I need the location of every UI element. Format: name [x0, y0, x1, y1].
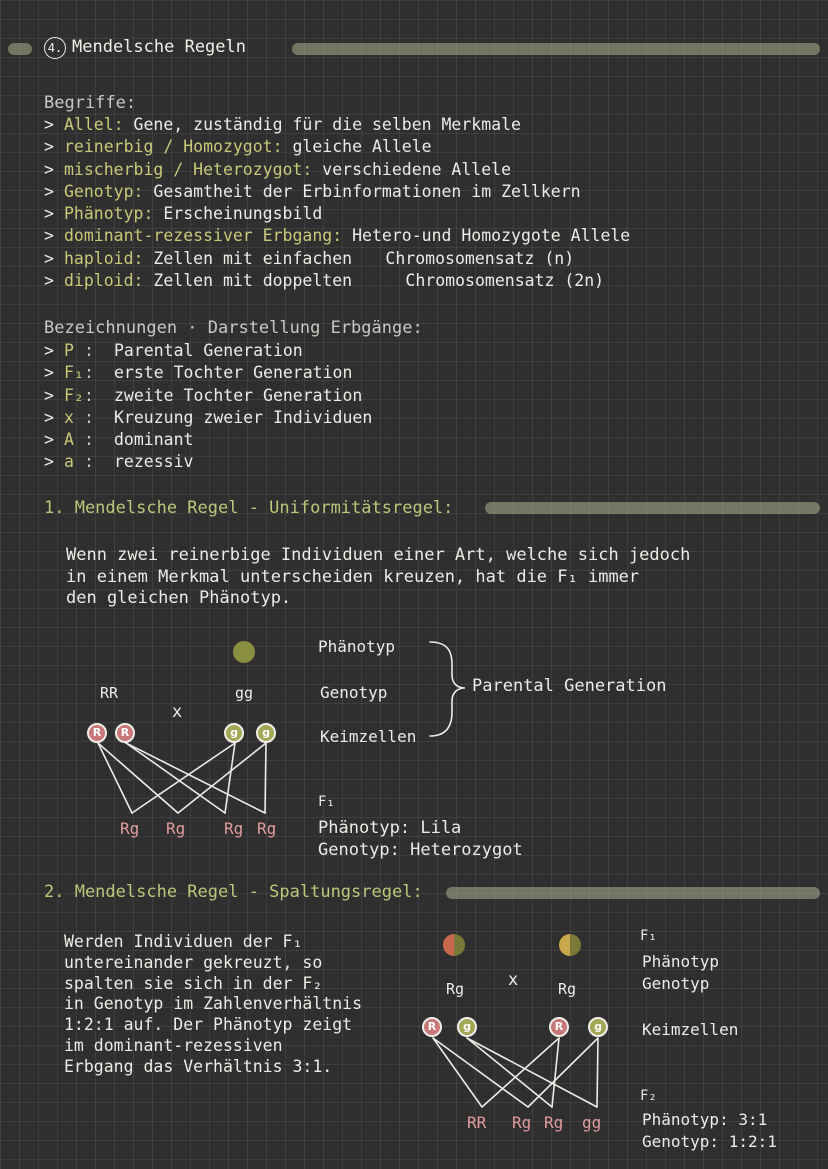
parent-left-genotype: RR [100, 684, 119, 702]
cross-symbol: x [508, 970, 519, 990]
f1-phenotype: Phänotyp: Lila [318, 818, 462, 838]
gamete-g: g [256, 723, 276, 743]
label-gametes: Keimzellen [320, 727, 417, 746]
terms-heading: Begriffe: [44, 93, 137, 113]
parent-right-genotype: gg [235, 684, 254, 702]
list-item: > dominant-rezessiver Erbgang: Hetero-und Homozygote Allele [44, 226, 631, 246]
label-phenotype: Phänotyp [318, 637, 396, 656]
offspring-genotype: Rg [512, 1113, 532, 1132]
rule2-title: 2. Mendelsche Regel - Spaltungsregel: [44, 882, 423, 902]
text-line: Erbgang das Verhältnis 3:1. [64, 1056, 333, 1076]
text-line: in einem Merkmal unterscheiden kreuzen, hat die F₁ immer [66, 566, 640, 587]
list-item: > reinerbig / Homozygot: gleiche Allele [44, 137, 432, 157]
list-item: > mischerbig / Heterozygot: verschiedene Allele [44, 159, 512, 179]
title-text: Mendelsche Regeln [72, 37, 246, 57]
gamete-r: R [87, 723, 107, 743]
offspring-genotype: Rg [544, 1113, 564, 1132]
offspring-genotype: Rg [120, 819, 140, 838]
list-item: > P : Parental Generation [44, 341, 303, 360]
list-item: > diploid: Zellen mit doppelten Chromosomensatz (2n) [44, 271, 605, 291]
f2-phenotype: Phänotyp: 3:1 [642, 1110, 768, 1129]
text-line: den gleichen Phänotyp. [66, 588, 292, 608]
list-item: > Genotyp: Gesamtheit der Erbinformationen im Zellkern [44, 181, 581, 201]
list-item: > haploid: Zellen mit einfachen Chromosomensatz (n) [44, 248, 575, 268]
parent-left-genotype: Rg [446, 980, 465, 998]
f1-label: F₁ [318, 794, 335, 810]
f2-genotype: Genotyp: 1:2:1 [642, 1132, 777, 1151]
f1-genotype: Genotyp: Heterozygot [318, 840, 523, 860]
phenotype-dot-split [443, 934, 465, 956]
gamete-g: g [457, 1017, 477, 1037]
list-item: > Phänotyp: Erscheinungsbild [44, 204, 323, 224]
list-item: > A : dominant [44, 430, 194, 450]
offspring-genotype: Rg [257, 819, 277, 838]
offspring-genotype: Rg [224, 819, 244, 838]
offspring-genotype: RR [467, 1113, 487, 1132]
section-number: 4. [44, 37, 66, 59]
phenotype-dot-split [559, 934, 581, 956]
gamete-g: g [224, 723, 244, 743]
text-line: 1:2:1 auf. Der Phänotyp zeigt [64, 1015, 353, 1035]
text-line: Wenn zwei reinerbige Individuen einer Art, welche sich jedoch [66, 545, 691, 565]
phenotype-dot-green [233, 641, 255, 663]
label-gametes: Keimzellen [642, 1020, 739, 1039]
label-parental-generation: Parental Generation [472, 676, 667, 696]
text-line: untereinander gekreuzt, so [64, 952, 323, 972]
list-item: > F₂: zweite Tochter Generation [44, 385, 363, 405]
notation-heading: Bezeichnungen · Darstellung Erbgänge: [44, 318, 423, 338]
gamete-r: R [115, 723, 135, 743]
label-genotype: Genotyp [320, 683, 388, 702]
list-item: > F₁: erste Tochter Generation [44, 363, 353, 383]
gamete-g: g [588, 1017, 608, 1037]
gamete-r: R [549, 1017, 569, 1037]
rule1-title: 1. Mendelsche Regel - Uniformitätsregel: [44, 498, 454, 518]
gamete-r: R [422, 1017, 442, 1037]
offspring-genotype: Rg [166, 819, 186, 838]
offspring-genotype: gg [582, 1113, 602, 1132]
rule2-text [64, 932, 362, 1078]
text-line: spalten sie sich in der F₂ [64, 973, 323, 993]
text-line: in Genotyp im Zahlenverhältnis [64, 994, 363, 1014]
list-item: > Allel: Gene, zuständig für die selben Merkmale [44, 115, 521, 134]
cross-symbol: x [172, 702, 183, 722]
label-genotype: Genotyp [642, 974, 710, 993]
text-line: Werden Individuen der F₁ [64, 932, 303, 951]
list-item: > x : Kreuzung zweier Individuen [44, 407, 373, 427]
parent-right-genotype: Rg [558, 980, 577, 998]
f2-label: F₂ [640, 1088, 657, 1104]
label-phenotype: Phänotyp [642, 952, 720, 971]
list-item: > a : rezessiv [44, 452, 194, 472]
text-line: im dominant-rezessiven [64, 1035, 283, 1055]
f1-label: F₁ [640, 928, 657, 944]
